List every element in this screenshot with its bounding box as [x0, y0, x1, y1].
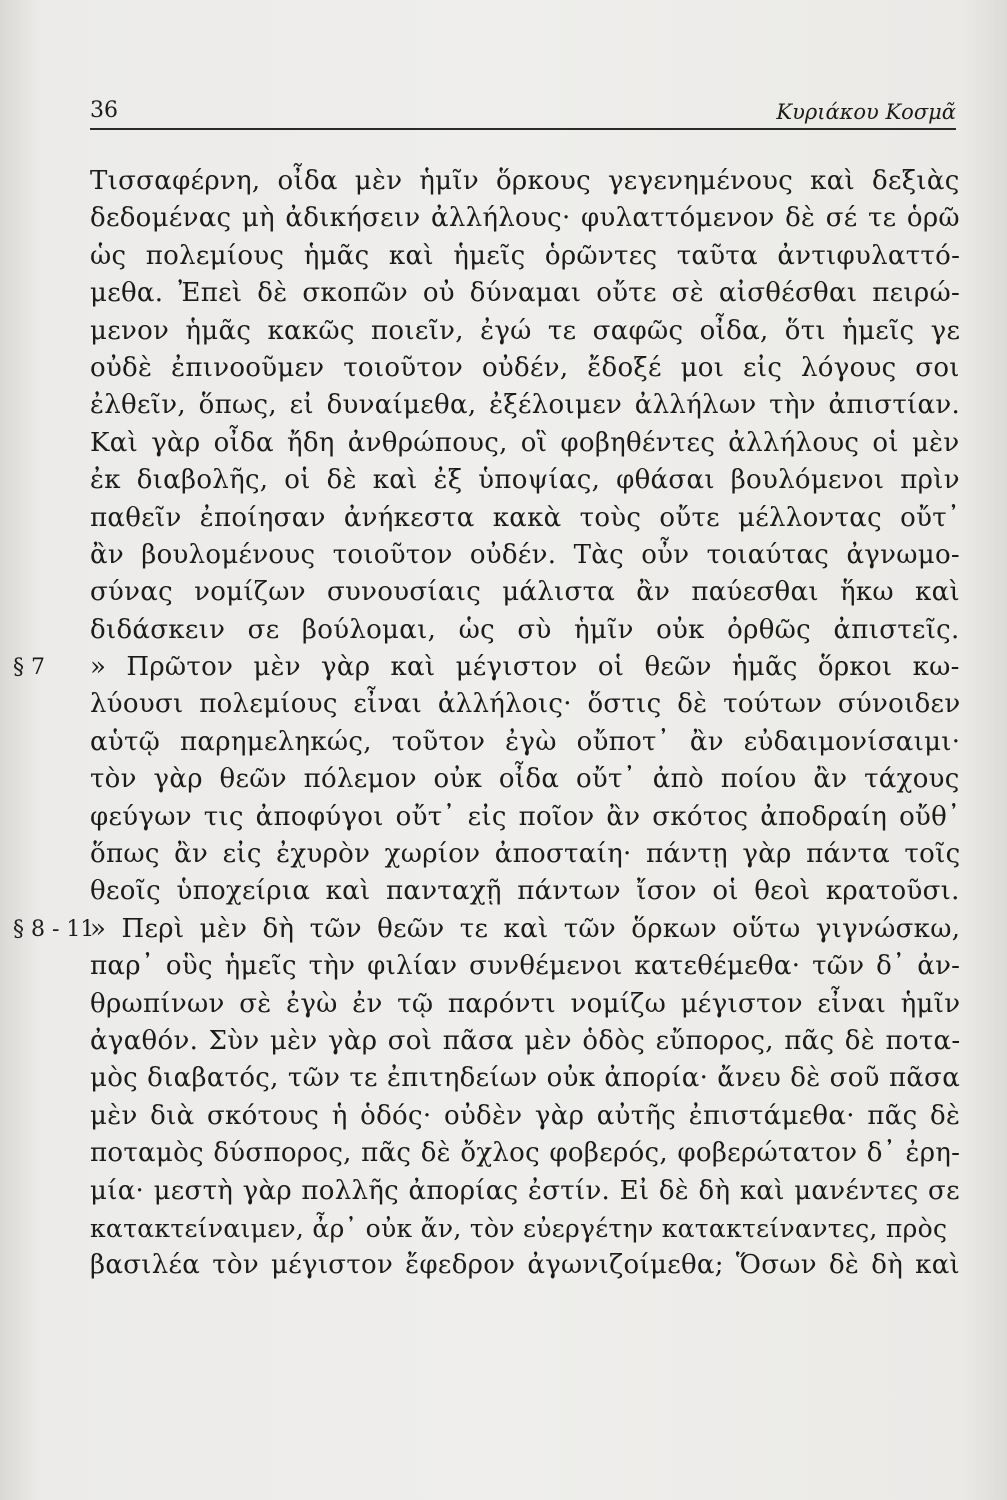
text-line: [90, 686, 960, 723]
line-text: λύουσι πολεμίους εἶναι ἀλλήλοις· ὅστις δὲ τούτων σύνοιδεν: [90, 689, 961, 720]
text-line: [90, 612, 960, 649]
line-text: Καὶ γὰρ οἶδα ἤδη ἀνθρώπους, οἳ φοβηθέντες ἀλλήλους οἱ μὲν: [90, 427, 960, 458]
line-text: μὲν διὰ σκότους ἡ ὁδός· οὐδὲν γὰρ αὐτῆς ἐπιστάμεθα· πᾶς δὲ: [90, 1100, 961, 1131]
line-text: οὐδὲ ἐπινοοῦμεν τοιοῦτον οὐδέν, ἔδοξέ μοι εἰς λόγους σοι: [90, 352, 960, 383]
text-line: [90, 1060, 960, 1097]
line-text: δεδομένας μὴ ἀδικήσειν ἀλλήλους· φυλαττόμενον δὲ σέ τε ὁρῶ: [90, 203, 960, 234]
line-text: ἀγαθόν. Σὺν μὲν γὰρ σοὶ πᾶσα μὲν ὁδὸς εὔπορος, πᾶς δὲ ποτα-: [90, 1025, 961, 1056]
line-text: διδάσκειν σε βούλομαι, ὡς σὺ ἡμῖν οὐκ ὀρθῶς ἀπιστεῖς.: [90, 614, 960, 645]
text-line: [90, 238, 960, 275]
text-line: [90, 799, 960, 836]
line-text: ἂν βουλομένους τοιοῦτον οὐδέν. Τὰς οὖν τοιαύτας ἀγνωμο-: [90, 539, 960, 570]
line-text: παθεῖν ἐποίησαν ἀνήκεστα κακὰ τοὺς οὔτε μέλλοντας οὔτ᾽: [90, 502, 961, 533]
page-number: 36: [90, 98, 118, 123]
text-line: [13, 911, 961, 948]
text-line: [90, 1173, 960, 1210]
line-text: κατακτείναιμεν, ἆρ᾽ οὐκ ἄν, τὸν εὐεργέτην κατακτείναντες, πρὸς: [90, 1213, 948, 1243]
running-head: Κυριάκου Κοσμᾶ: [776, 100, 956, 124]
line-text: ἐκ διαβολῆς, οἱ δὲ καὶ ἐξ ὑποψίας, φθάσαι βουλόμενοι πρὶν: [90, 465, 960, 496]
text-line: [90, 948, 960, 985]
line-text: θρωπίνων σὲ ἐγὼ ἐν τῷ παρόντι νομίζω μέγιστον εἶναι ἡμῖν: [90, 988, 961, 1019]
line-text: βασιλέα τὸν μέγιστον ἔφεδρον ἀγωνιζοίμεθα; Ὅσων δὲ δὴ καὶ: [90, 1250, 961, 1281]
line-text: μενον ἡμᾶς κακῶς ποιεῖν, ἐγώ τε σαφῶς οἶδα, ὅτι ἡμεῖς γε: [90, 315, 961, 346]
text-line: [90, 761, 960, 798]
text-line: [90, 873, 960, 910]
text-line: [90, 986, 960, 1023]
text-line: [90, 387, 960, 424]
text-line: [13, 649, 960, 686]
text-line: [90, 537, 960, 574]
page-header: [90, 98, 956, 130]
line-text: φεύγων τις ἀποφύγοι οὔτ᾽ εἰς ποῖον ἂν σκότος ἀποδραίη οὔθ᾽: [90, 801, 961, 832]
line-text: παρ᾽ οὓς ἡμεῖς τὴν φιλίαν συνθέμενοι κατεθέμεθα· τῶν δ᾽ ἀν-: [90, 951, 961, 982]
text-line: [90, 724, 960, 761]
text-line: [90, 200, 960, 237]
text-line: [90, 1210, 960, 1247]
text-line: [90, 425, 960, 462]
line-text: » Περὶ μὲν δὴ τῶν θεῶν τε καὶ τῶν ὅρκων οὕτω γιγνώσκω,: [90, 913, 961, 944]
line-text: μία· μεστὴ γὰρ πολλῆς ἀπορίας ἐστίν. Εἰ δὲ δὴ καὶ μανέντες σε: [90, 1175, 960, 1206]
text-line: [90, 1247, 960, 1284]
line-text: σύνας νομίζων συνουσίαις μάλιστα ἂν παύεσθαι ἥκω καὶ: [90, 577, 960, 608]
text-line: [90, 574, 960, 611]
body-text: [13, 163, 961, 1285]
text-line: [90, 462, 960, 499]
line-text: ποταμὸς δύσπορος, πᾶς δὲ ὄχλος φοβερός, φοβερώτατον δ᾽ ἐρη-: [90, 1138, 961, 1169]
line-text: μὸς διαβατός, τῶν τε ἐπιτηδείων οὐκ ἀπορία· ἄνευ δὲ σοῦ πᾶσα: [90, 1063, 961, 1094]
line-text: Τισσαφέρνη, οἶδα μὲν ἡμῖν ὅρκους γεγενημένους καὶ δεξιὰς: [90, 166, 960, 196]
text-line: [90, 1135, 960, 1172]
section-marker: § 8 - 11: [13, 916, 95, 942]
text-line: [90, 836, 960, 873]
line-text: ὅπως ἂν εἰς ἐχυρὸν χωρίον ἀποσταίη· πάντῃ γὰρ πάντα τοῖς: [90, 839, 961, 870]
line-text: ἐλθεῖν, ὅπως, εἰ δυναίμεθα, ἐξέλοιμεν ἀλλήλων τὴν ἀπιστίαν.: [90, 390, 961, 421]
text-line: [90, 1023, 960, 1060]
text-line: [90, 275, 960, 312]
line-text: » Πρῶτον μὲν γὰρ καὶ μέγιστον οἱ θεῶν ἡμᾶς ὅρκοι κω-: [90, 652, 960, 683]
line-text: μεθα. Ἐπεὶ δὲ σκοπῶν οὐ δύναμαι οὔτε σὲ αἰσθέσθαι πειρώ-: [90, 278, 961, 309]
text-line: [90, 350, 960, 387]
text-line: [90, 500, 960, 537]
line-text: τὸν γὰρ θεῶν πόλεμον οὐκ οἶδα οὔτ᾽ ἀπὸ ποίου ἂν τάχους: [90, 764, 960, 795]
text-line: [90, 1098, 960, 1135]
line-text: ὡς πολεμίους ἡμᾶς καὶ ἡμεῖς ὁρῶντες ταῦτα ἀντιφυλαττό-: [90, 240, 961, 271]
text-line: [90, 163, 960, 200]
text-line: [90, 313, 960, 350]
line-text: θεοῖς ὑποχείρια καὶ πανταχῇ πάντων ἴσον οἱ θεοὶ κρατοῦσι.: [90, 876, 960, 907]
line-text: αὑτῷ παρημεληκώς, τοῦτον ἐγὼ οὔποτ᾽ ἂν εὐδαιμονίσαιμι·: [90, 726, 961, 757]
section-marker: § 7: [13, 655, 45, 681]
